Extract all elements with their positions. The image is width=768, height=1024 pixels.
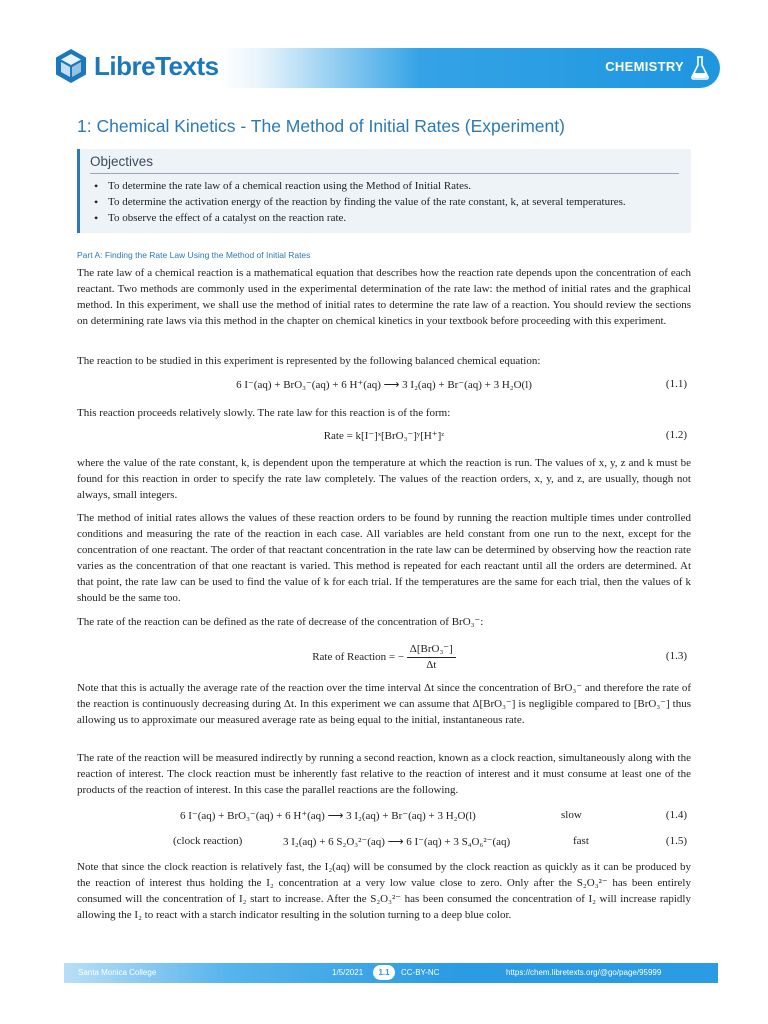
page-number-badge: 1.1: [373, 965, 395, 980]
equation-label: (clock reaction): [173, 835, 243, 847]
footer-institution: Santa Monica College: [78, 968, 157, 977]
subject-label: CHEMISTRY: [605, 59, 684, 74]
paragraph: where the value of the rate constant, k, is dependent upon the temperature at which the reaction is run. The values of x, y, z and k must be found for this reaction in order to specify the rate law completely. The values of the reaction orders, x, y, and z, are usually, though not always, small integers.: [77, 457, 691, 501]
paragraph: Note that this is actually the average rate of the reaction over the time interval Δt since the concentration of BrO₃⁻ and therefore the rate of the reaction is continuously decreasing during Δt. In this experiment we can assume that Δ[BrO₃⁻] is negligible compared to [BrO₃⁻] thus allowing us to approximate our measured average rate as being equal to the initial, instantaneous rate.: [77, 682, 691, 726]
paragraph: The method of initial rates allows the values of these reaction orders to be found by running the reaction multiple times under controlled conditions and measuring the rate of the reaction in each case. All variables are held constant from one run to the next, except for the concentration of one reactant. The order of that reactant concentration in the rate law can be determined by observing how the reaction rate varies as the concentration of that one reactant is varied. This method is repeated for each reactant until all the orders are determined. At that point, the rate law can be used to find the value of k for each trial. If the temperatures are the same for each trial, then the values of k should be the same too.: [77, 512, 691, 604]
equation-lhs: Rate of Reaction = −: [312, 651, 405, 664]
equation: [77, 378, 691, 394]
paragraph: This reaction proceeds relatively slowly. The rate law for this reaction is of the form:: [77, 407, 451, 419]
equation: [77, 809, 691, 825]
equation: [77, 638, 691, 676]
list-item: • To determine the rate law of a chemical reaction using the Method of Initial Rates.: [94, 178, 626, 194]
fraction-numerator: Δ[BrO₃⁻]: [407, 642, 456, 658]
equation: [77, 835, 691, 851]
list-item: • To determine the activation energy of the reaction by finding the value of the rate constant, k, at several temperatures.: [94, 194, 626, 210]
subject-banner: [220, 48, 720, 88]
objectives-box: [77, 149, 691, 233]
paragraph: The rate of the reaction can be defined as the rate of decrease of the concentration of BrO₃⁻:: [77, 616, 484, 628]
footer-license: CC-BY-NC: [401, 968, 440, 977]
equation-number: (1.4): [665, 809, 687, 821]
paragraph: The rate law of a chemical reaction is a mathematical equation that describes how the reaction rate depends upon the concentration of each reactant. Two methods are commonly used in the experimental determination of the rate law: the method of initial rates and the graphical method. In this experiment, we shall use the method of initial rates to determine the rate law of a reaction. You should review the sections on determining rate laws via this method in the chapter on chemical kinetics in your textbook before proceeding with this experiment.: [77, 267, 691, 327]
page-title: 1: Chemical Kinetics - The Method of Initial Rates (Experiment): [77, 116, 565, 136]
equation-tag: slow: [561, 809, 582, 821]
equation: [77, 429, 691, 445]
fraction-denominator: Δt: [426, 659, 437, 671]
equation-number: (1.2): [665, 429, 687, 441]
list-item: • To observe the effect of a catalyst on the reaction rate.: [94, 210, 626, 226]
section-heading: Part A: Finding the Rate Law Using the Method of Initial Rates: [77, 250, 311, 260]
objectives-list: [94, 178, 626, 226]
equation-number: (1.5): [665, 835, 687, 847]
equation-expression: 3 I₂(aq) + 6 S₂O₃²⁻(aq) ⟶ 6 I⁻(aq) + 3 S₄O₆²⁻(aq): [283, 836, 511, 848]
libretexts-cube-icon: [54, 48, 88, 84]
equation-expression: Rate = k[I⁻]ˣ[BrO₃⁻]ʸ[H⁺]ᶻ: [323, 430, 445, 442]
equation-expression: 6 I⁻(aq) + BrO₃⁻(aq) + 6 H⁺(aq) ⟶ 3 I₂(aq) + Br⁻(aq) + 3 H₂O(l): [180, 810, 476, 822]
divider: [90, 173, 679, 174]
equation-number: (1.1): [665, 378, 687, 390]
equation-expression: [77, 642, 691, 673]
objectives-title: Objectives: [90, 154, 154, 169]
fraction: [407, 642, 456, 673]
paragraph: The rate of the reaction will be measured indirectly by running a second reaction, known as a clock reaction, simultaneously along with the reaction of interest. The clock reaction must be inherently fast relative to the reaction of interest and it must consume at least one of the products of the reaction of interest. In this case the parallel reactions are the following.: [77, 752, 691, 796]
equation-expression: 6 I⁻(aq) + BrO₃⁻(aq) + 6 H⁺(aq) ⟶ 3 I₂(aq) + Br⁻(aq) + 3 H₂O(l): [236, 379, 532, 391]
equation-number: (1.3): [665, 650, 687, 662]
page-footer: [64, 963, 718, 983]
footer-url[interactable]: https://chem.libretexts.org/@go/page/95999: [506, 968, 662, 977]
paragraph: Note that since the clock reaction is relatively fast, the I₂(aq) will be consumed by the clock reaction as quickly as it can be produced by the reaction of interest thus holding the I₂ concentration at a very low value close to zero. Only after the S₂O₃²⁻ has been entirely consumed will the concentration of I₂ start to increase. After the S₂O₃²⁻ has been consumed the concentration of I₂ will increase rapidly allowing the I₂ to react with a starch indicator resulting in the solution turning to a deep blue color.: [77, 861, 691, 921]
libretexts-logo[interactable]: [54, 48, 227, 84]
footer-date: 1/5/2021: [332, 968, 364, 977]
equation-tag: fast: [573, 835, 589, 847]
page-header: [0, 0, 768, 100]
flask-icon: [690, 56, 710, 85]
logo-text: LibreTexts: [94, 50, 219, 81]
paragraph: The reaction to be studied in this experiment is represented by the following balanced chemical equation:: [77, 355, 541, 367]
